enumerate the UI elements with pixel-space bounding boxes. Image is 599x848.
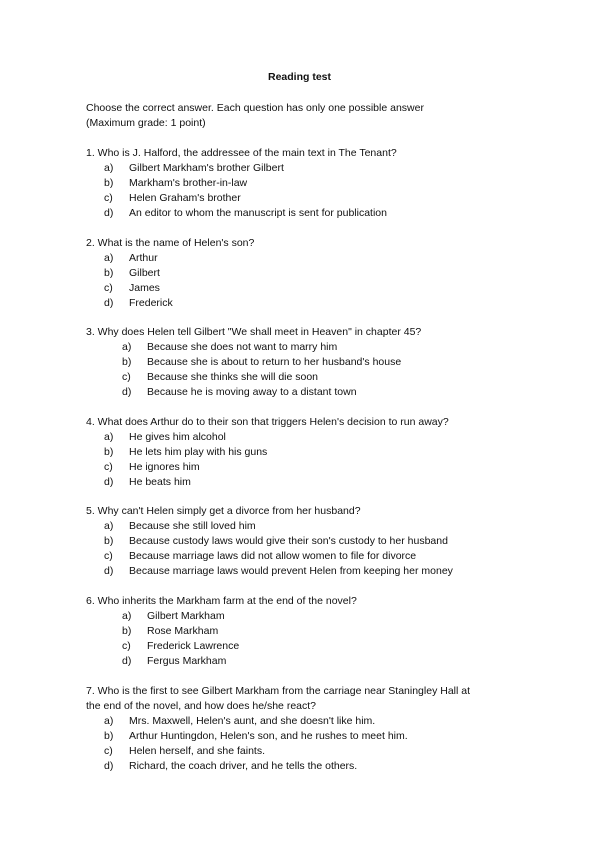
question-stem: the end of the novel, and how does he/she react? xyxy=(86,700,317,712)
question-5 xyxy=(86,504,556,579)
answer-option[interactable] xyxy=(104,534,556,549)
option-marker: d) xyxy=(122,386,132,398)
option-marker: c) xyxy=(122,640,131,652)
option-text: Helen herself, and she faints. xyxy=(129,745,265,757)
answer-option[interactable] xyxy=(122,370,556,385)
answer-option[interactable] xyxy=(104,744,556,759)
option-text: Rose Markham xyxy=(147,625,219,637)
option-text: James xyxy=(129,282,160,294)
question-1 xyxy=(86,146,556,221)
option-marker: c) xyxy=(104,192,113,204)
answer-option[interactable] xyxy=(104,759,556,774)
option-text: He lets him play with his guns xyxy=(129,446,268,458)
answer-options xyxy=(86,609,556,669)
option-marker: d) xyxy=(104,565,114,577)
question-stem: 6. Who inherits the Markham farm at the end of the novel? xyxy=(86,595,357,607)
option-marker: c) xyxy=(122,371,131,383)
answer-option[interactable] xyxy=(104,176,556,191)
option-marker: b) xyxy=(122,356,132,368)
option-marker: d) xyxy=(122,655,132,667)
answer-option[interactable] xyxy=(122,639,556,654)
option-text: Because marriage laws would prevent Helen from keeping her money xyxy=(129,565,453,577)
question-2 xyxy=(86,236,556,311)
answer-option[interactable] xyxy=(122,355,556,370)
option-text: Gilbert Markham xyxy=(147,610,225,622)
question-7 xyxy=(86,684,556,774)
answer-option[interactable] xyxy=(104,445,556,460)
answer-options xyxy=(86,340,556,400)
option-text: He ignores him xyxy=(129,461,200,473)
answer-options xyxy=(86,251,556,311)
option-text: Because she is about to return to her husband's house xyxy=(147,356,402,368)
option-text: Gilbert Markham's brother Gilbert xyxy=(129,162,284,174)
option-text: Arthur xyxy=(129,252,158,264)
answer-option[interactable] xyxy=(104,251,556,266)
answer-option[interactable] xyxy=(104,161,556,176)
option-text: Because she does not want to marry him xyxy=(147,341,338,353)
answer-option[interactable] xyxy=(104,206,556,221)
option-marker: d) xyxy=(104,297,114,309)
option-marker: d) xyxy=(104,760,114,772)
answer-option[interactable] xyxy=(104,460,556,475)
answer-options xyxy=(86,519,556,579)
option-text: He gives him alcohol xyxy=(129,431,226,443)
option-marker: c) xyxy=(104,282,113,294)
option-text: Arthur Huntingdon, Helen's son, and he rushes to meet him. xyxy=(129,730,408,742)
option-text: Mrs. Maxwell, Helen's aunt, and she doesn't like him. xyxy=(129,715,376,727)
option-text: Gilbert xyxy=(129,267,160,279)
option-marker: a) xyxy=(104,431,114,443)
option-marker: a) xyxy=(104,252,114,264)
answer-option[interactable] xyxy=(122,340,556,355)
question-stem: 3. Why does Helen tell Gilbert "We shall meet in Heaven" in chapter 45? xyxy=(86,326,422,338)
option-text: Because she still loved him xyxy=(129,520,256,532)
option-marker: b) xyxy=(104,267,114,279)
answer-option[interactable] xyxy=(104,430,556,445)
option-marker: b) xyxy=(122,625,132,637)
option-marker: a) xyxy=(104,715,114,727)
answer-option[interactable] xyxy=(104,296,556,311)
option-marker: b) xyxy=(104,535,114,547)
option-marker: d) xyxy=(104,207,114,219)
option-text: Fergus Markham xyxy=(147,655,227,667)
answer-options xyxy=(86,714,556,774)
question-6 xyxy=(86,594,556,669)
option-text: Frederick Lawrence xyxy=(147,640,240,652)
page-title: Reading test xyxy=(267,71,331,83)
question-4 xyxy=(86,415,556,490)
option-text: Because custody laws would give their son's custody to her husband xyxy=(129,535,448,547)
option-text: Richard, the coach driver, and he tells the others. xyxy=(129,760,358,772)
option-text: He beats him xyxy=(129,476,191,488)
option-text: An editor to whom the manuscript is sent for publication xyxy=(129,207,387,219)
answer-option[interactable] xyxy=(104,729,556,744)
answer-options xyxy=(86,430,556,490)
option-text: Because she thinks she will die soon xyxy=(147,371,319,383)
answer-option[interactable] xyxy=(104,549,556,564)
answer-option[interactable] xyxy=(104,266,556,281)
instructions-line: (Maximum grade: 1 point) xyxy=(86,117,206,129)
option-text: Helen Graham's brother xyxy=(129,192,241,204)
question-stem: 1. Who is J. Halford, the addressee of the main text in The Tenant? xyxy=(86,147,397,159)
instructions xyxy=(86,101,424,131)
answer-option[interactable] xyxy=(104,281,556,296)
answer-option[interactable] xyxy=(104,475,556,490)
option-text: Frederick xyxy=(129,297,173,309)
answer-option[interactable] xyxy=(122,624,556,639)
question-3 xyxy=(86,325,556,400)
option-marker: d) xyxy=(104,476,114,488)
question-stem: 5. Why can't Helen simply get a divorce from her husband? xyxy=(86,505,361,517)
option-marker: c) xyxy=(104,461,113,473)
answer-option[interactable] xyxy=(122,385,556,400)
answer-option[interactable] xyxy=(104,519,556,534)
answer-option[interactable] xyxy=(122,654,556,669)
answer-option[interactable] xyxy=(104,714,556,729)
instructions-line: Choose the correct answer. Each question has only one possible answer xyxy=(86,102,424,114)
option-marker: a) xyxy=(104,520,114,532)
option-text: Markham's brother-in-law xyxy=(129,177,248,189)
answer-option[interactable] xyxy=(122,609,556,624)
option-marker: b) xyxy=(104,177,114,189)
answer-options xyxy=(86,161,556,221)
option-text: Because marriage laws did not allow women to file for divorce xyxy=(129,550,417,562)
option-marker: c) xyxy=(104,550,113,562)
question-stem: 2. What is the name of Helen's son? xyxy=(86,237,255,249)
answer-option[interactable] xyxy=(104,191,556,206)
option-marker: a) xyxy=(104,162,114,174)
option-marker: b) xyxy=(104,446,114,458)
option-marker: a) xyxy=(122,341,132,353)
option-text: Because he is moving away to a distant town xyxy=(147,386,357,398)
question-stem: 4. What does Arthur do to their son that triggers Helen's decision to run away? xyxy=(86,416,449,428)
option-marker: b) xyxy=(104,730,114,742)
question-stem: 7. Who is the first to see Gilbert Markham from the carriage near Staningley Hall at xyxy=(86,685,470,697)
option-marker: c) xyxy=(104,745,113,757)
option-marker: a) xyxy=(122,610,132,622)
answer-option[interactable] xyxy=(104,564,556,579)
